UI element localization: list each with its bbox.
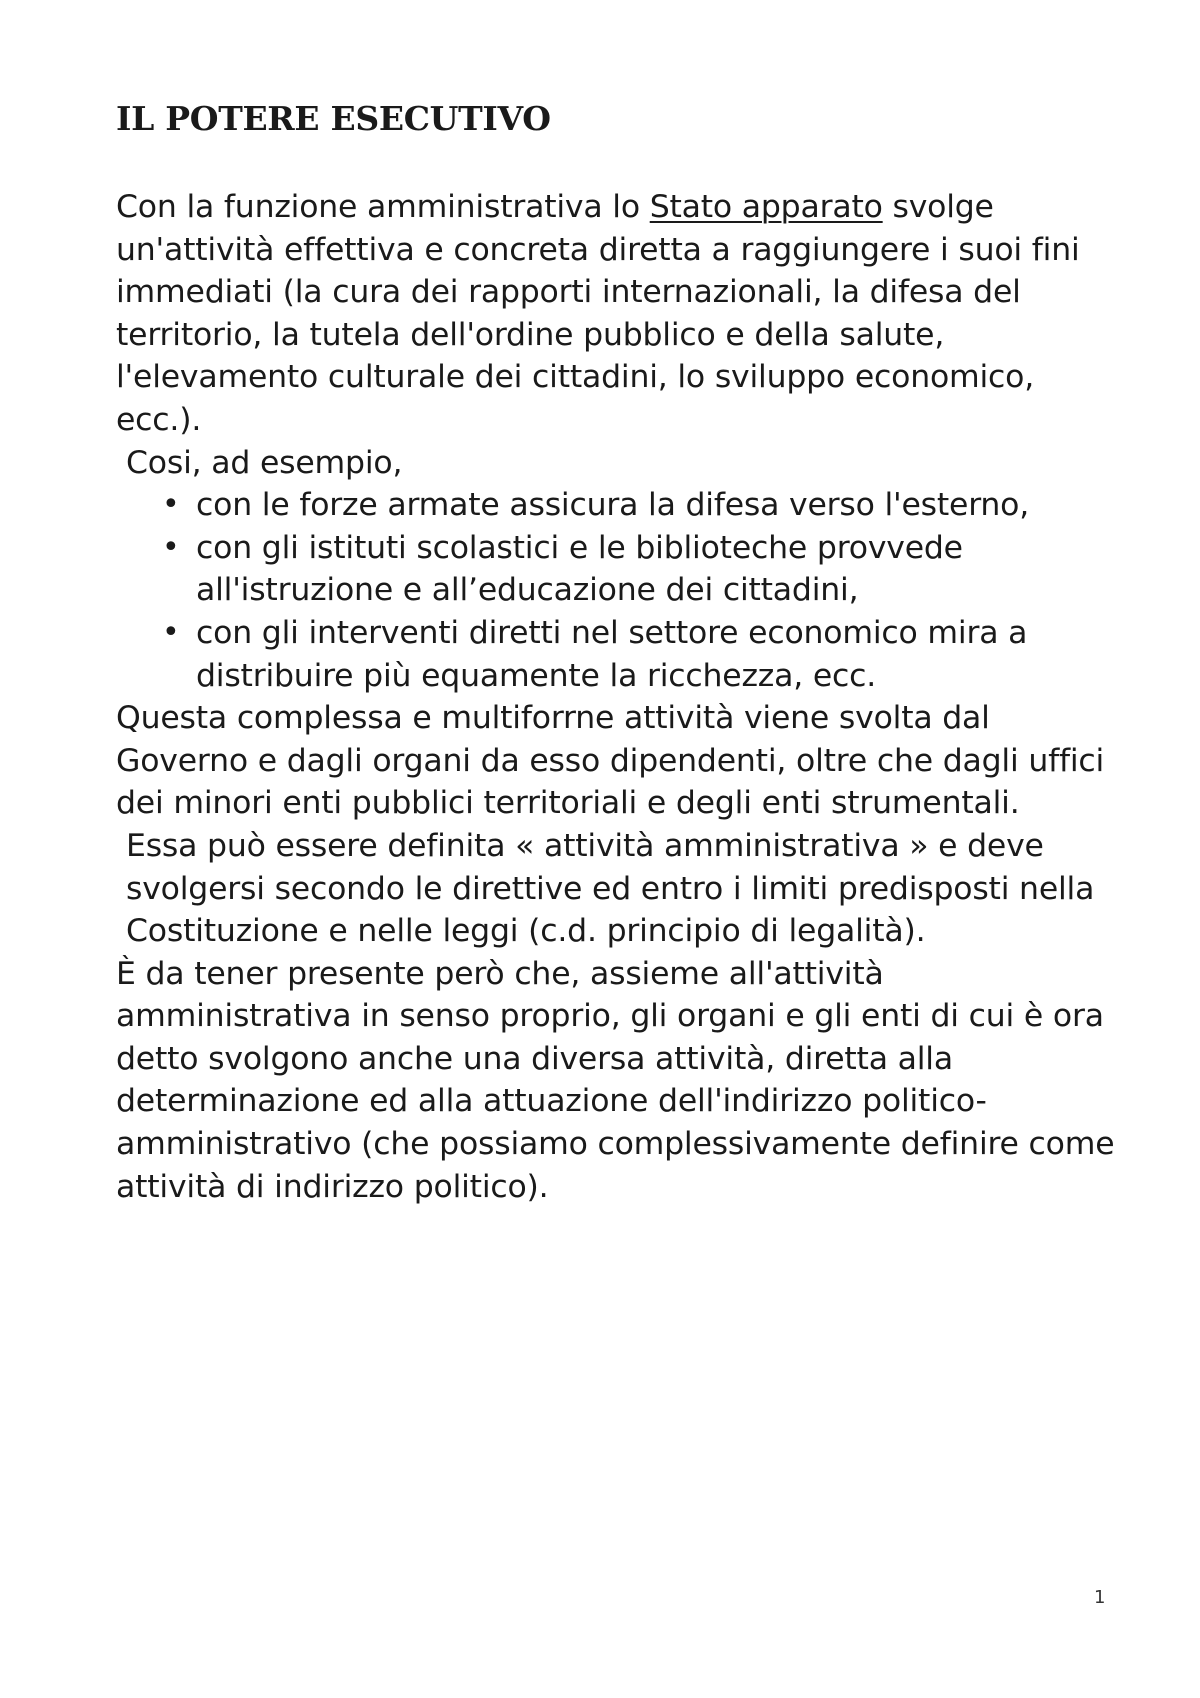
list-item-text: con gli interventi diretti nel settore economico mira a distribuire più equamente la ricchezza, ecc.	[196, 614, 1028, 694]
page-number: 1	[1094, 1587, 1106, 1608]
paragraph-political-direction: È da tener presente però che, assieme all'attività amministrativa in senso proprio, gli organi e gli enti di cui è ora detto svolgono anche una diversa attività, diretta alla determinazione ed alla attuazione dell'indirizzo politico-amministrativo (che possiamo complessivamente definire come attività di indirizzo politico).	[116, 955, 1115, 1205]
bullet-icon: •	[162, 529, 180, 565]
list-item-text: con gli istituti scolastici e le biblioteche provvede all'istruzione e all’educazione dei cittadini,	[196, 529, 963, 609]
paragraph-definition: Essa può essere definita « attività amministrativa » e deve svolgersi secondo le direttive ed entro i limiti predisposti nella Costituzione e nelle leggi (c.d. principio di legalità).	[126, 827, 1095, 950]
list-item	[162, 612, 1116, 697]
underlined-term: Stato apparato	[649, 189, 883, 225]
list-item	[162, 484, 1116, 527]
paragraph-intro	[116, 186, 1116, 442]
paragraph-intro-rest: svolge un'attività effettiva e concreta diretta a raggiungere i suoi fini immediati (la cura dei rapporti internazionali, la difesa del territorio, la tutela dell'ordine pubblico e della salute, l'elevamento culturale dei cittadini, lo sviluppo economico, ecc.).	[116, 189, 1080, 438]
document-title: IL POTERE ESECUTIVO	[116, 99, 551, 138]
examples-intro: Cosi, ad esempio,	[126, 444, 403, 481]
list-item-text: con le forze armate assicura la difesa verso l'esterno,	[196, 487, 1030, 524]
document-body	[116, 186, 1116, 1208]
list-item	[162, 527, 1116, 612]
bullet-icon: •	[162, 614, 180, 650]
examples-list	[116, 484, 1116, 697]
bullet-icon: •	[162, 487, 180, 523]
paragraph-intro-lead: Con la funzione amministrativa lo	[116, 189, 650, 225]
paragraph-activity: Questa complessa e multiforrne attività viene svolta dal Governo e dagli organi da esso dipendenti, oltre che dagli uffici dei minori enti pubblici territoriali e degli enti strumentali.	[116, 700, 1105, 822]
